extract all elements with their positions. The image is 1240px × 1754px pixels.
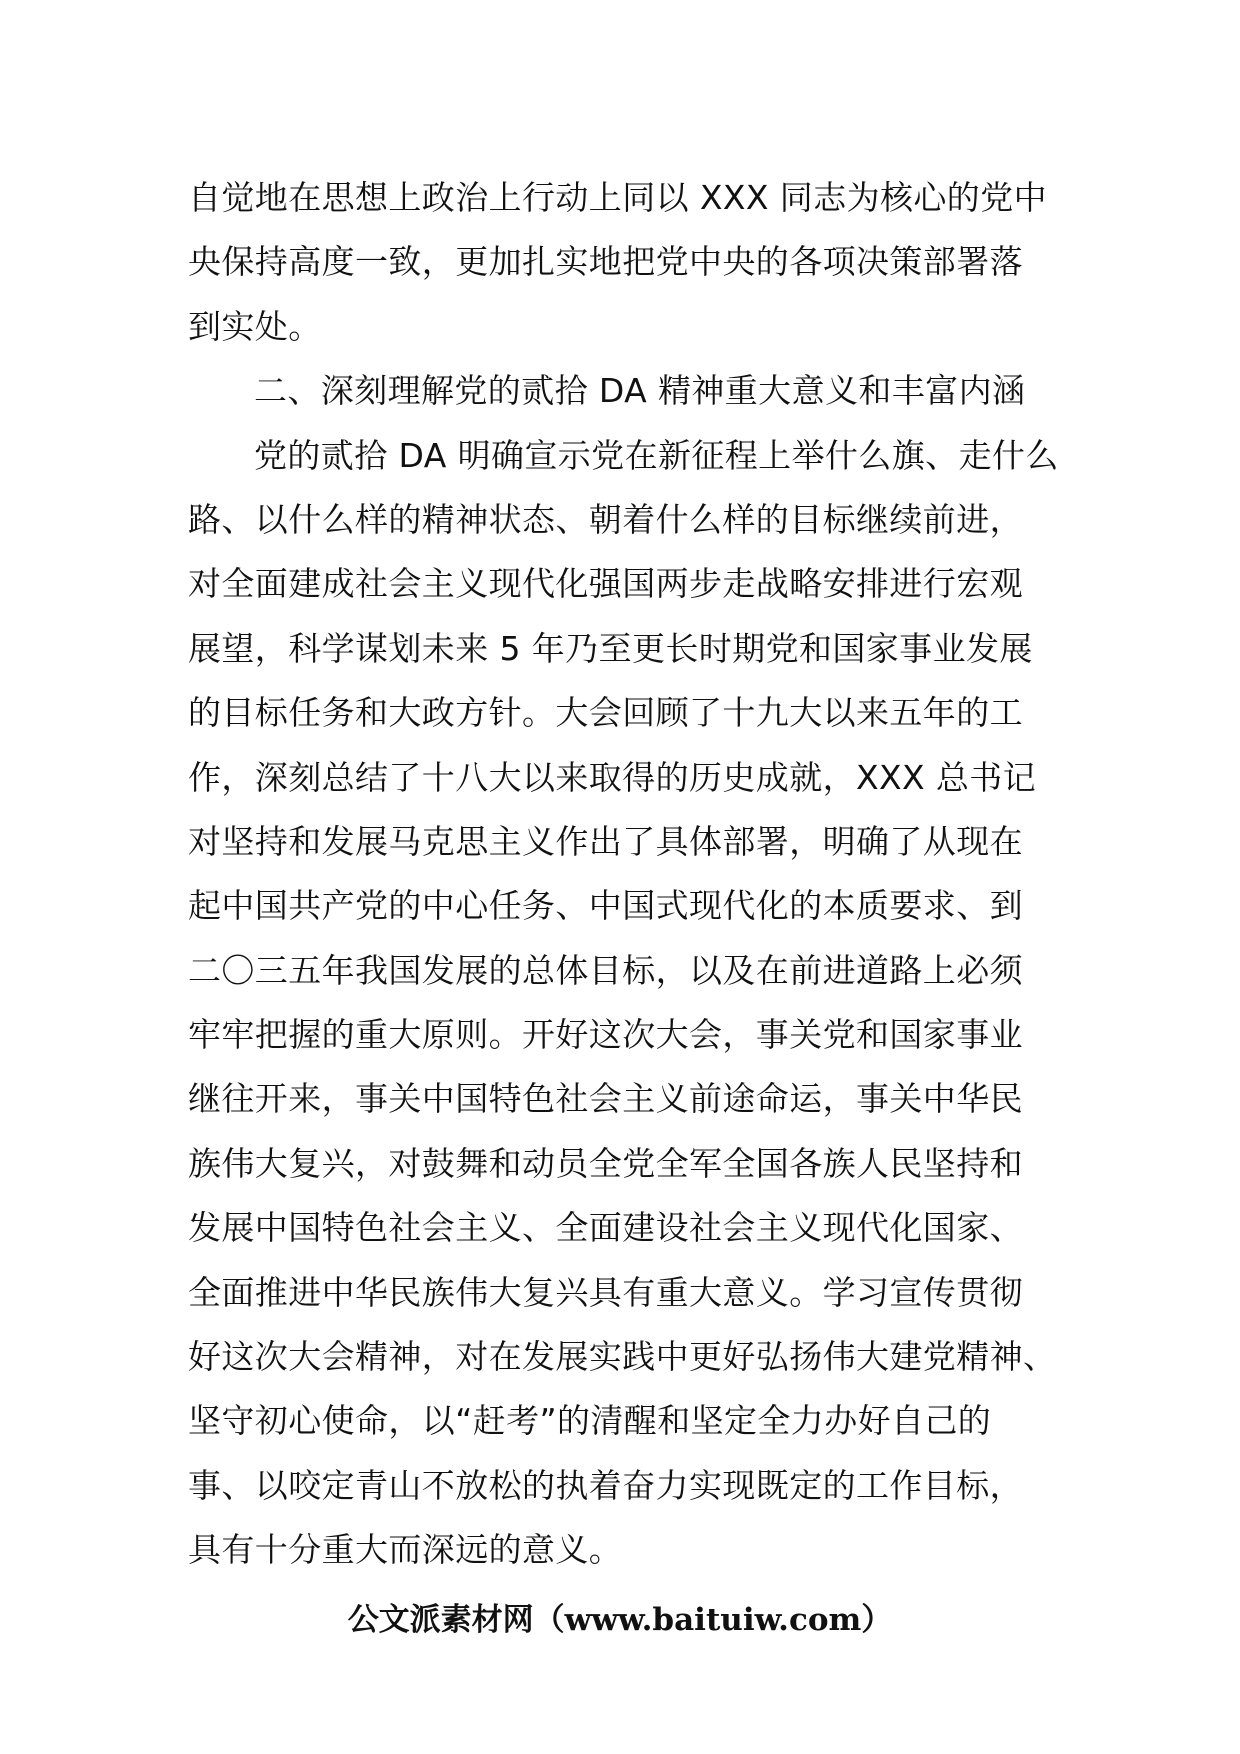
text-line: 的目标任务和大政方针。大会回顾了十九大以来五年的工 <box>188 693 1023 733</box>
text-line: 牢牢把握的重大原则。开好这次大会，事关党和国家事业 <box>188 1015 1023 1055</box>
text-line: 事、以咬定青山不放松的执着奋力实现既定的工作目标， <box>188 1465 1023 1505</box>
text-line: 坚守初心使命，以“赶考”的清醒和坚定全力办好自己的 <box>188 1401 992 1441</box>
paragraph-continued <box>188 166 1068 359</box>
page-footer: 公文派素材网（www.baituiw.com） <box>347 1602 893 1638</box>
text-line: 自觉地在思想上政治上行动上同以 XXX 同志为核心的党中 <box>188 178 1048 217</box>
text-line: 具有十分重大而深远的意义。 <box>188 1530 623 1570</box>
document-body <box>188 166 1068 1583</box>
paragraph-main <box>188 424 1068 1583</box>
text-line: 对坚持和发展马克思主义作出了具体部署，明确了从现在 <box>188 821 1023 861</box>
text-line: 起中国共产党的中心任务、中国式现代化的本质要求、到 <box>188 886 1023 926</box>
text-line: 央保持高度一致，更加扎实地把党中央的各项决策部署落 <box>188 242 1023 282</box>
text-line: 族伟大复兴，对鼓舞和动员全党全军全国各族人民坚持和 <box>188 1143 1023 1183</box>
text-line: 展望，科学谋划未来 5 年乃至更长时期党和国家事业发展 <box>188 628 1033 668</box>
text-line: 党的贰拾 DA 明确宣示党在新征程上举什么旗、走什么 <box>254 435 1059 475</box>
text-line: 继往开来，事关中国特色社会主义前途命运，事关中华民 <box>188 1079 1023 1119</box>
text-line: 作，深刻总结了十八大以来取得的历史成就，XXX 总书记 <box>188 757 1037 797</box>
text-line: 全面推进中华民族伟大复兴具有重大意义。学习宣传贯彻 <box>188 1272 1023 1312</box>
text-line: 到实处。 <box>188 306 322 346</box>
text-line: 发展中国特色社会主义、全面建设社会主义现代化国家、 <box>188 1208 1023 1248</box>
section-heading: 二、深刻理解党的贰拾 DA 精神重大意义和丰富内涵 <box>254 371 1026 411</box>
text-line: 二〇三五年我国发展的总体目标，以及在前进道路上必须 <box>188 950 1023 990</box>
text-line: 路、以什么样的精神状态、朝着什么样的目标继续前进， <box>188 499 1023 539</box>
text-line: 对全面建成社会主义现代化强国两步走战略安排进行宏观 <box>188 564 1023 604</box>
text-line: 好这次大会精神，对在发展实践中更好弘扬伟大建党精神、 <box>188 1337 1057 1377</box>
